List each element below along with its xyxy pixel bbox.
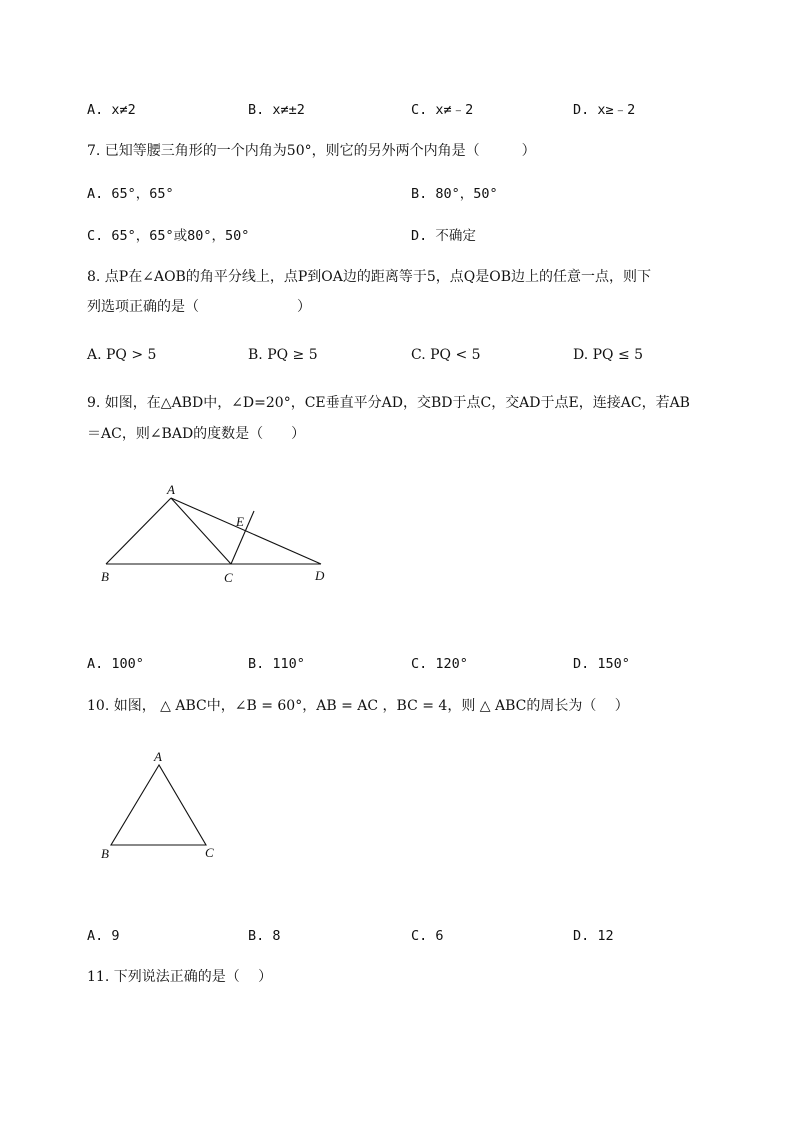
- q9-label-e: E: [236, 514, 244, 529]
- q10-option-a: A. 9: [87, 928, 120, 944]
- q8-option-c: C. PQ < 5: [411, 347, 481, 363]
- q9-label-a: A: [167, 482, 175, 497]
- q7-stem: 7. 已知等腰三角形的一个内角为50°，则它的另外两个内角是（ ）: [87, 143, 536, 159]
- q8-option-d: D. PQ ≤ 5: [573, 347, 644, 363]
- q8-option-b: B. PQ ≥ 5: [248, 347, 318, 363]
- q9-option-b: B. 110°: [248, 656, 305, 672]
- q6-option-a: A. x≠2: [87, 102, 136, 118]
- q10-label-b: B: [101, 846, 109, 861]
- q8-stem-line1: 8. 点P在∠AOB的角平分线上，点P到OA边的距离等于5，点Q是OB边上的任意一点，则下: [87, 269, 651, 285]
- q9-option-d: D. 150°: [573, 656, 630, 672]
- q9-stem-line2: ＝AC，则∠BAD的度数是（ ）: [87, 426, 306, 442]
- q10-option-b: B. 8: [248, 928, 281, 944]
- q9-option-c: C. 120°: [411, 656, 468, 672]
- q8-stem-line2: 列选项正确的是（ ）: [87, 299, 311, 315]
- q6-option-b: B. x≠±2: [248, 102, 305, 118]
- q10-stem: 10. 如图， △ ABC中，∠B = 60°，AB = AC ，BC = 4，则 △ ABC的周长为（ ）: [87, 698, 629, 714]
- q10-option-d: D. 12: [573, 928, 614, 944]
- q9-option-a: A. 100°: [87, 656, 144, 672]
- q10-label-a: A: [154, 749, 162, 764]
- q6-option-d: D. x≥﹣2: [573, 102, 636, 118]
- q10-triangle: [111, 765, 206, 845]
- q9-label-d: D: [315, 568, 325, 583]
- q6-option-c: C. x≠﹣2: [411, 102, 474, 118]
- q7-option-c: C. 65°，65°或80°，50°: [87, 228, 250, 244]
- q9-label-b: B: [101, 569, 109, 584]
- q7-option-a: A. 65°，65°: [87, 186, 174, 202]
- q8-option-a: A. PQ > 5: [87, 347, 157, 363]
- q7-option-d: D. 不确定: [411, 228, 476, 244]
- q10-label-c: C: [205, 845, 214, 860]
- q11-stem: 11. 下列说法正确的是（ ）: [87, 969, 273, 985]
- q7-option-b: B. 80°，50°: [411, 186, 498, 202]
- q9-stem-line1: 9. 如图，在△ABD中，∠D=20°，CE垂直平分AD，交BD于点C，交AD于点E，连接AC，若AB: [87, 395, 690, 411]
- q9-label-c: C: [224, 570, 233, 585]
- q10-option-c: C. 6: [411, 928, 444, 944]
